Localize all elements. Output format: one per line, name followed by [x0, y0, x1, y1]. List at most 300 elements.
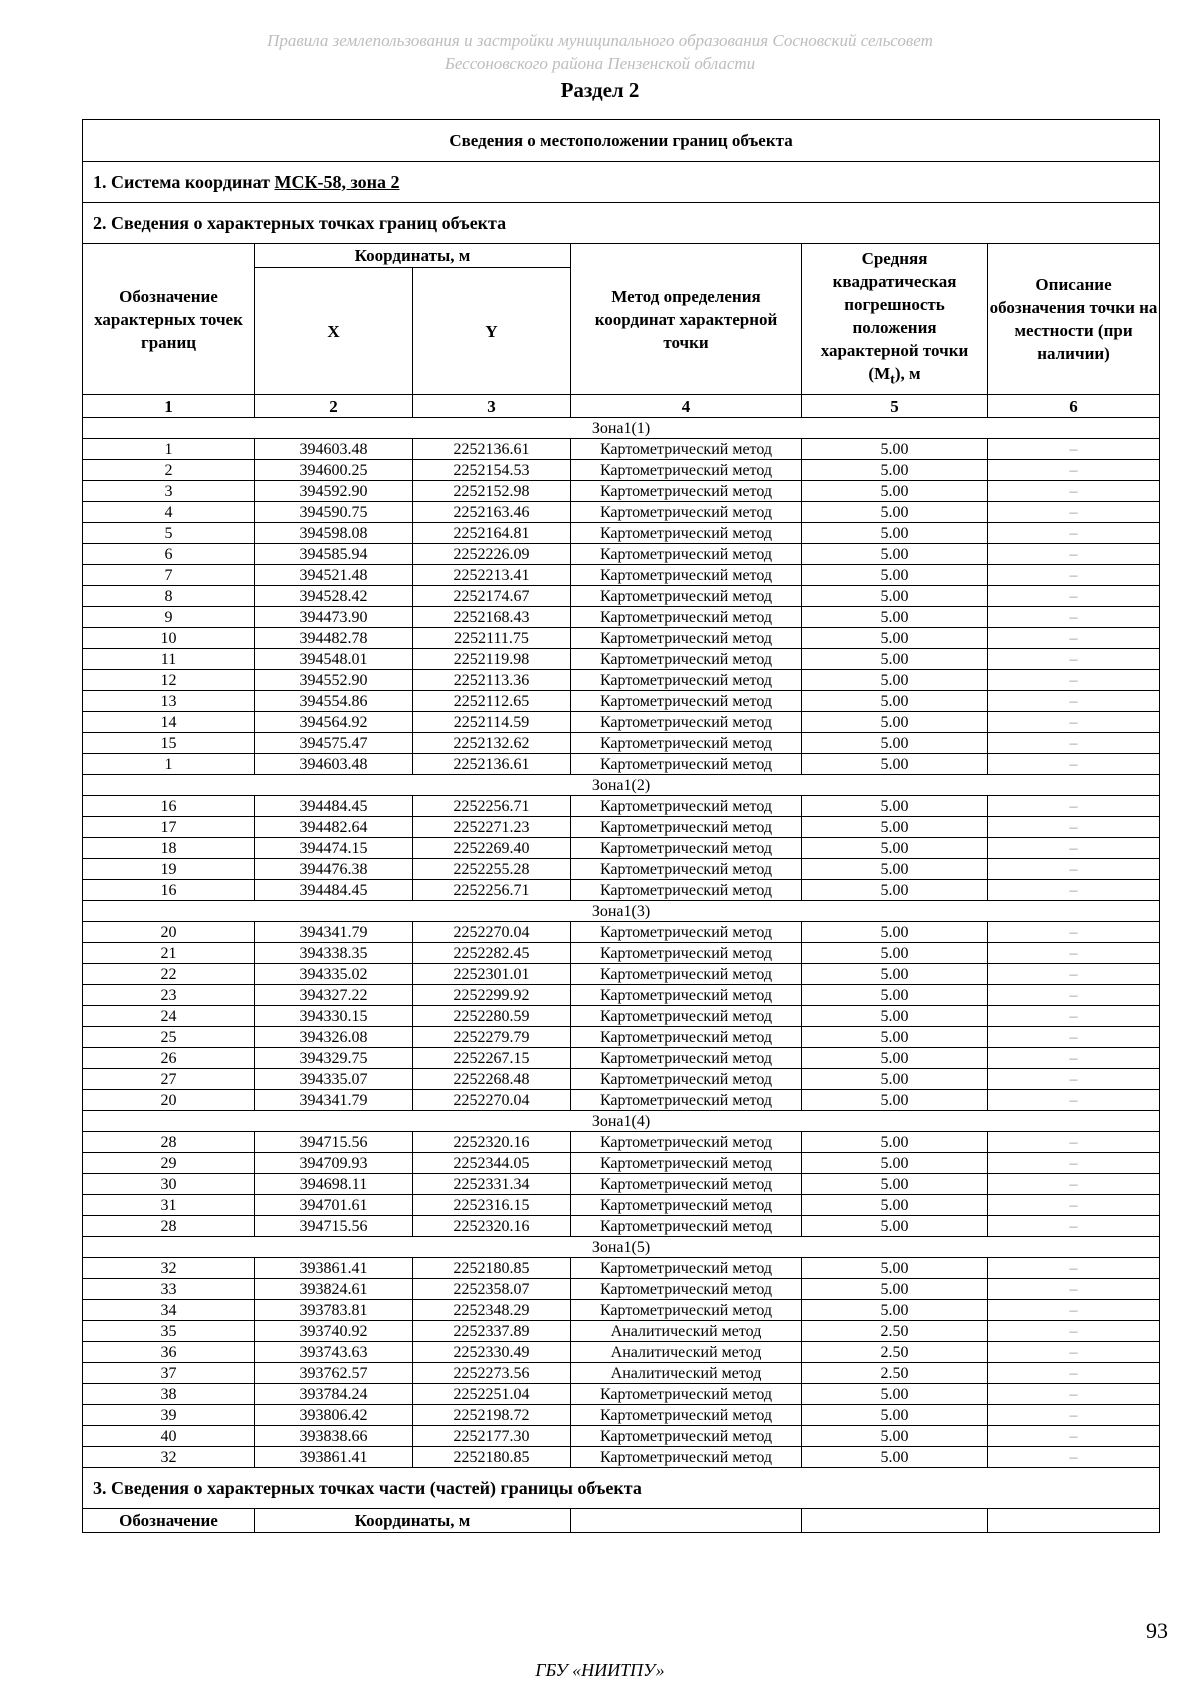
- error: 5.00: [802, 586, 988, 607]
- error: 5.00: [802, 544, 988, 565]
- description: –: [988, 691, 1160, 712]
- parts-header-designation: Обозначение: [83, 1509, 255, 1533]
- table-row: [83, 460, 1160, 481]
- method: Картометрический метод: [571, 859, 802, 880]
- coord-x: 394598.08: [255, 523, 413, 544]
- point-number: 24: [83, 1006, 255, 1027]
- description: –: [988, 838, 1160, 859]
- point-number: 16: [83, 880, 255, 901]
- method: Картометрический метод: [571, 1132, 802, 1153]
- description: –: [988, 1132, 1160, 1153]
- method: Картометрический метод: [571, 1006, 802, 1027]
- table-row: [83, 565, 1160, 586]
- method: Картометрический метод: [571, 1069, 802, 1090]
- error: 5.00: [802, 502, 988, 523]
- point-number: 13: [83, 691, 255, 712]
- column-number: 4: [571, 395, 802, 418]
- coord-y: 2252111.75: [413, 628, 571, 649]
- coord-y: 2252226.09: [413, 544, 571, 565]
- error: 5.00: [802, 796, 988, 817]
- error: 5.00: [802, 628, 988, 649]
- coordinate-system-row: [83, 162, 1160, 203]
- coord-x: 394590.75: [255, 502, 413, 523]
- coord-y: 2252273.56: [413, 1363, 571, 1384]
- error: 5.00: [802, 985, 988, 1006]
- method: Картометрический метод: [571, 1027, 802, 1048]
- coord-y: 2252282.45: [413, 943, 571, 964]
- description: –: [988, 1048, 1160, 1069]
- coord-y: 2252271.23: [413, 817, 571, 838]
- coord-x: 394473.90: [255, 607, 413, 628]
- parts-header-empty: [802, 1509, 988, 1533]
- point-number: 36: [83, 1342, 255, 1363]
- point-number: 38: [83, 1384, 255, 1405]
- column-number: 1: [83, 395, 255, 418]
- parts-section-heading: 3. Сведения о характерных точках части (частей) границы объекта: [83, 1468, 1160, 1509]
- coord-x: 394341.79: [255, 922, 413, 943]
- coord-y: 2252301.01: [413, 964, 571, 985]
- coord-x: 394709.93: [255, 1153, 413, 1174]
- coord-y: 2252112.65: [413, 691, 571, 712]
- table-row: [83, 523, 1160, 544]
- error: 5.00: [802, 523, 988, 544]
- coord-y: 2252119.98: [413, 649, 571, 670]
- method: Картометрический метод: [571, 985, 802, 1006]
- point-number: 32: [83, 1258, 255, 1279]
- description: –: [988, 964, 1160, 985]
- method: Картометрический метод: [571, 943, 802, 964]
- coord-y: 2252114.59: [413, 712, 571, 733]
- description: –: [988, 1279, 1160, 1300]
- coord-x: 394575.47: [255, 733, 413, 754]
- description: –: [988, 1300, 1160, 1321]
- error: 5.00: [802, 1405, 988, 1426]
- description: –: [988, 1069, 1160, 1090]
- zone-row: [83, 1111, 1160, 1132]
- zone-row: [83, 418, 1160, 439]
- coord-x: 394335.02: [255, 964, 413, 985]
- error: 5.00: [802, 1174, 988, 1195]
- description: –: [988, 1195, 1160, 1216]
- method: Картометрический метод: [571, 607, 802, 628]
- coord-y: 2252163.46: [413, 502, 571, 523]
- table-row: [83, 985, 1160, 1006]
- coord-y: 2252270.04: [413, 1090, 571, 1111]
- method: Картометрический метод: [571, 481, 802, 502]
- description: –: [988, 670, 1160, 691]
- description: –: [988, 1426, 1160, 1447]
- error: 5.00: [802, 691, 988, 712]
- error: 2.50: [802, 1342, 988, 1363]
- zone-label: Зона1(2): [83, 775, 1160, 796]
- coord-x: 394482.78: [255, 628, 413, 649]
- coord-x: 394564.92: [255, 712, 413, 733]
- method: Картометрический метод: [571, 1090, 802, 1111]
- table-row: [83, 670, 1160, 691]
- description: –: [988, 1090, 1160, 1111]
- table-row: [83, 439, 1160, 460]
- header-coordinates: Координаты, м: [255, 244, 571, 268]
- method: Картометрический метод: [571, 817, 802, 838]
- error: 5.00: [802, 439, 988, 460]
- description: –: [988, 943, 1160, 964]
- error: 5.00: [802, 817, 988, 838]
- table-row: [83, 1342, 1160, 1363]
- coord-y: 2252344.05: [413, 1153, 571, 1174]
- description: –: [988, 922, 1160, 943]
- header-error: [802, 244, 988, 395]
- column-number-row: [83, 395, 1160, 418]
- table-row: [83, 586, 1160, 607]
- error: 5.00: [802, 1090, 988, 1111]
- page-number: 93: [1146, 1618, 1168, 1643]
- error: 5.00: [802, 1384, 988, 1405]
- method: Картометрический метод: [571, 1279, 802, 1300]
- description: –: [988, 523, 1160, 544]
- point-number: 23: [83, 985, 255, 1006]
- table-row: [83, 481, 1160, 502]
- parts-header-coordinates: Координаты, м: [255, 1509, 571, 1533]
- point-number: 29: [83, 1153, 255, 1174]
- method: Картометрический метод: [571, 1447, 802, 1468]
- column-number: 2: [255, 395, 413, 418]
- method: Аналитический метод: [571, 1342, 802, 1363]
- description: –: [988, 439, 1160, 460]
- document-header-line-1: Правила землепользования и застройки муниципального образования Сосновский сельсовет: [267, 31, 933, 50]
- column-number: 3: [413, 395, 571, 418]
- coord-x: 394528.42: [255, 586, 413, 607]
- coord-x: 393861.41: [255, 1258, 413, 1279]
- table-row: [83, 1090, 1160, 1111]
- coord-x: 394548.01: [255, 649, 413, 670]
- point-number: 16: [83, 796, 255, 817]
- description: –: [988, 628, 1160, 649]
- error: 5.00: [802, 481, 988, 502]
- header-error-unit: ), м: [894, 363, 921, 383]
- method: Картометрический метод: [571, 1426, 802, 1447]
- description: –: [988, 1258, 1160, 1279]
- error: 5.00: [802, 1258, 988, 1279]
- coord-x: 393784.24: [255, 1384, 413, 1405]
- description: –: [988, 1405, 1160, 1426]
- error: 5.00: [802, 670, 988, 691]
- point-number: 14: [83, 712, 255, 733]
- method: Картометрический метод: [571, 544, 802, 565]
- point-number: 20: [83, 922, 255, 943]
- coord-x: 394330.15: [255, 1006, 413, 1027]
- coord-y: 2252279.79: [413, 1027, 571, 1048]
- point-number: 31: [83, 1195, 255, 1216]
- coord-y: 2252177.30: [413, 1426, 571, 1447]
- table-row: [83, 1363, 1160, 1384]
- coord-y: 2252316.15: [413, 1195, 571, 1216]
- error: 2.50: [802, 1363, 988, 1384]
- zone-row: [83, 775, 1160, 796]
- point-number: 18: [83, 838, 255, 859]
- method: Картометрический метод: [571, 880, 802, 901]
- point-number: 2: [83, 460, 255, 481]
- description: –: [988, 502, 1160, 523]
- coord-x: 393783.81: [255, 1300, 413, 1321]
- method: Картометрический метод: [571, 964, 802, 985]
- table-row: [83, 859, 1160, 880]
- coordinate-system-label: 1. Система координат: [93, 171, 275, 192]
- zone-label: Зона1(4): [83, 1111, 1160, 1132]
- error: 5.00: [802, 922, 988, 943]
- table-row: [83, 1405, 1160, 1426]
- coord-y: 2252358.07: [413, 1279, 571, 1300]
- method: Картометрический метод: [571, 1258, 802, 1279]
- coord-y: 2252213.41: [413, 565, 571, 586]
- method: Картометрический метод: [571, 712, 802, 733]
- coord-x: 394474.15: [255, 838, 413, 859]
- coord-y: 2252320.16: [413, 1132, 571, 1153]
- parts-header-empty: [988, 1509, 1160, 1533]
- coord-x: 394715.56: [255, 1132, 413, 1153]
- table-row: [83, 1069, 1160, 1090]
- coord-y: 2252256.71: [413, 880, 571, 901]
- coord-y: 2252268.48: [413, 1069, 571, 1090]
- method: Картометрический метод: [571, 1195, 802, 1216]
- coord-y: 2252136.61: [413, 754, 571, 775]
- table-row: [83, 1048, 1160, 1069]
- error: 5.00: [802, 1216, 988, 1237]
- error: 5.00: [802, 712, 988, 733]
- description: –: [988, 1216, 1160, 1237]
- description: –: [988, 796, 1160, 817]
- table-row: [83, 796, 1160, 817]
- description: –: [988, 1384, 1160, 1405]
- table-title: Сведения о местоположении границ объекта: [83, 120, 1160, 162]
- point-number: 1: [83, 439, 255, 460]
- coord-x: 394521.48: [255, 565, 413, 586]
- footer-organization: ГБУ «НИИТПУ»: [535, 1660, 665, 1680]
- table-row: [83, 502, 1160, 523]
- coord-y: 2252256.71: [413, 796, 571, 817]
- table-row: [83, 880, 1160, 901]
- table-row: [83, 1006, 1160, 1027]
- description: –: [988, 1006, 1160, 1027]
- error: 5.00: [802, 733, 988, 754]
- method: Картометрический метод: [571, 1300, 802, 1321]
- coord-y: 2252113.36: [413, 670, 571, 691]
- point-number: 20: [83, 1090, 255, 1111]
- method: Картометрический метод: [571, 1153, 802, 1174]
- table-row: [83, 1384, 1160, 1405]
- error: 5.00: [802, 1300, 988, 1321]
- coord-y: 2252174.67: [413, 586, 571, 607]
- description: –: [988, 733, 1160, 754]
- description: –: [988, 1321, 1160, 1342]
- coord-x: 394484.45: [255, 880, 413, 901]
- table-row: [83, 733, 1160, 754]
- method: Картометрический метод: [571, 1384, 802, 1405]
- error: 5.00: [802, 460, 988, 481]
- point-number: 22: [83, 964, 255, 985]
- point-number: 33: [83, 1279, 255, 1300]
- table-row: [83, 1153, 1160, 1174]
- point-number: 30: [83, 1174, 255, 1195]
- coord-y: 2252270.04: [413, 922, 571, 943]
- error: 5.00: [802, 943, 988, 964]
- coord-x: 394341.79: [255, 1090, 413, 1111]
- coord-x: 393762.57: [255, 1363, 413, 1384]
- point-number: 3: [83, 481, 255, 502]
- method: Картометрический метод: [571, 586, 802, 607]
- table-row: [83, 1132, 1160, 1153]
- method: Картометрический метод: [571, 1048, 802, 1069]
- coord-x: 394698.11: [255, 1174, 413, 1195]
- error: 5.00: [802, 1069, 988, 1090]
- method: Аналитический метод: [571, 1321, 802, 1342]
- coord-x: 394552.90: [255, 670, 413, 691]
- point-number: 40: [83, 1426, 255, 1447]
- description: –: [988, 1447, 1160, 1468]
- table-row: [83, 1300, 1160, 1321]
- method: Картометрический метод: [571, 460, 802, 481]
- description: –: [988, 544, 1160, 565]
- table-row: [83, 1195, 1160, 1216]
- error: 5.00: [802, 1195, 988, 1216]
- point-number: 39: [83, 1405, 255, 1426]
- point-number: 32: [83, 1447, 255, 1468]
- zone-label: Зона1(5): [83, 1237, 1160, 1258]
- point-number: 37: [83, 1363, 255, 1384]
- point-number: 9: [83, 607, 255, 628]
- point-number: 17: [83, 817, 255, 838]
- error: 5.00: [802, 754, 988, 775]
- description: –: [988, 712, 1160, 733]
- table-row: [83, 817, 1160, 838]
- points-section-heading: 2. Сведения о характерных точках границ объекта: [83, 203, 1160, 244]
- method: Картометрический метод: [571, 691, 802, 712]
- coord-y: 2252267.15: [413, 1048, 571, 1069]
- method: Картометрический метод: [571, 565, 802, 586]
- error: 5.00: [802, 964, 988, 985]
- method: Картометрический метод: [571, 628, 802, 649]
- coord-y: 2252337.89: [413, 1321, 571, 1342]
- error: 2.50: [802, 1321, 988, 1342]
- description: –: [988, 880, 1160, 901]
- coord-x: 393838.66: [255, 1426, 413, 1447]
- coord-x: 394327.22: [255, 985, 413, 1006]
- description: –: [988, 1153, 1160, 1174]
- coord-x: 394476.38: [255, 859, 413, 880]
- table-row: [83, 1258, 1160, 1279]
- coord-y: 2252154.53: [413, 460, 571, 481]
- description: –: [988, 607, 1160, 628]
- description: –: [988, 817, 1160, 838]
- description: –: [988, 565, 1160, 586]
- table-row: [83, 922, 1160, 943]
- point-number: 21: [83, 943, 255, 964]
- table-row: [83, 838, 1160, 859]
- coord-x: 394603.48: [255, 439, 413, 460]
- header-designation: Обозначение характерных точек границ: [83, 244, 255, 395]
- column-number: 5: [802, 395, 988, 418]
- table-row: [83, 1321, 1160, 1342]
- coord-x: 394701.61: [255, 1195, 413, 1216]
- header-x: X: [255, 268, 413, 395]
- method: Картометрический метод: [571, 733, 802, 754]
- error: 5.00: [802, 1027, 988, 1048]
- coord-x: 393740.92: [255, 1321, 413, 1342]
- point-number: 28: [83, 1216, 255, 1237]
- point-number: 6: [83, 544, 255, 565]
- parts-header-empty: [571, 1509, 802, 1533]
- table-row: [83, 691, 1160, 712]
- description: –: [988, 985, 1160, 1006]
- point-number: 19: [83, 859, 255, 880]
- table-row: [83, 544, 1160, 565]
- document-header-line-2: Бессоновского района Пензенской области: [444, 54, 756, 73]
- description: –: [988, 1027, 1160, 1048]
- coord-y: 2252136.61: [413, 439, 571, 460]
- coord-x: 393824.61: [255, 1279, 413, 1300]
- coord-y: 2252320.16: [413, 1216, 571, 1237]
- table-row: [83, 712, 1160, 733]
- table-row: [83, 628, 1160, 649]
- coord-x: 394326.08: [255, 1027, 413, 1048]
- point-number: 35: [83, 1321, 255, 1342]
- error: 5.00: [802, 838, 988, 859]
- coord-y: 2252198.72: [413, 1405, 571, 1426]
- method: Картометрический метод: [571, 1405, 802, 1426]
- coord-y: 2252152.98: [413, 481, 571, 502]
- coord-y: 2252331.34: [413, 1174, 571, 1195]
- error: 5.00: [802, 1006, 988, 1027]
- point-number: 8: [83, 586, 255, 607]
- zone-label: Зона1(1): [83, 418, 1160, 439]
- point-number: 28: [83, 1132, 255, 1153]
- method: Картометрический метод: [571, 439, 802, 460]
- zone-row: [83, 901, 1160, 922]
- coord-x: 394484.45: [255, 796, 413, 817]
- zone-row: [83, 1237, 1160, 1258]
- coord-y: 2252280.59: [413, 1006, 571, 1027]
- method: Картометрический метод: [571, 523, 802, 544]
- point-number: 5: [83, 523, 255, 544]
- method: Картометрический метод: [571, 796, 802, 817]
- coord-y: 2252251.04: [413, 1384, 571, 1405]
- table-row: [83, 649, 1160, 670]
- table-row: [83, 964, 1160, 985]
- description: –: [988, 586, 1160, 607]
- point-number: 12: [83, 670, 255, 691]
- table-row: [83, 1426, 1160, 1447]
- point-number: 15: [83, 733, 255, 754]
- coord-x: 394329.75: [255, 1048, 413, 1069]
- point-number: 34: [83, 1300, 255, 1321]
- coord-y: 2252168.43: [413, 607, 571, 628]
- description: –: [988, 1174, 1160, 1195]
- coordinates-table: [82, 119, 1160, 1533]
- coord-x: 394482.64: [255, 817, 413, 838]
- coord-x: 394603.48: [255, 754, 413, 775]
- coord-x: 394338.35: [255, 943, 413, 964]
- coord-y: 2252132.62: [413, 733, 571, 754]
- table-row: [83, 1027, 1160, 1048]
- coord-y: 2252269.40: [413, 838, 571, 859]
- table-row: [83, 943, 1160, 964]
- method: Картометрический метод: [571, 754, 802, 775]
- description: –: [988, 460, 1160, 481]
- coord-y: 2252299.92: [413, 985, 571, 1006]
- error: 5.00: [802, 1279, 988, 1300]
- error: 5.00: [802, 649, 988, 670]
- point-number: 27: [83, 1069, 255, 1090]
- header-y: Y: [413, 268, 571, 395]
